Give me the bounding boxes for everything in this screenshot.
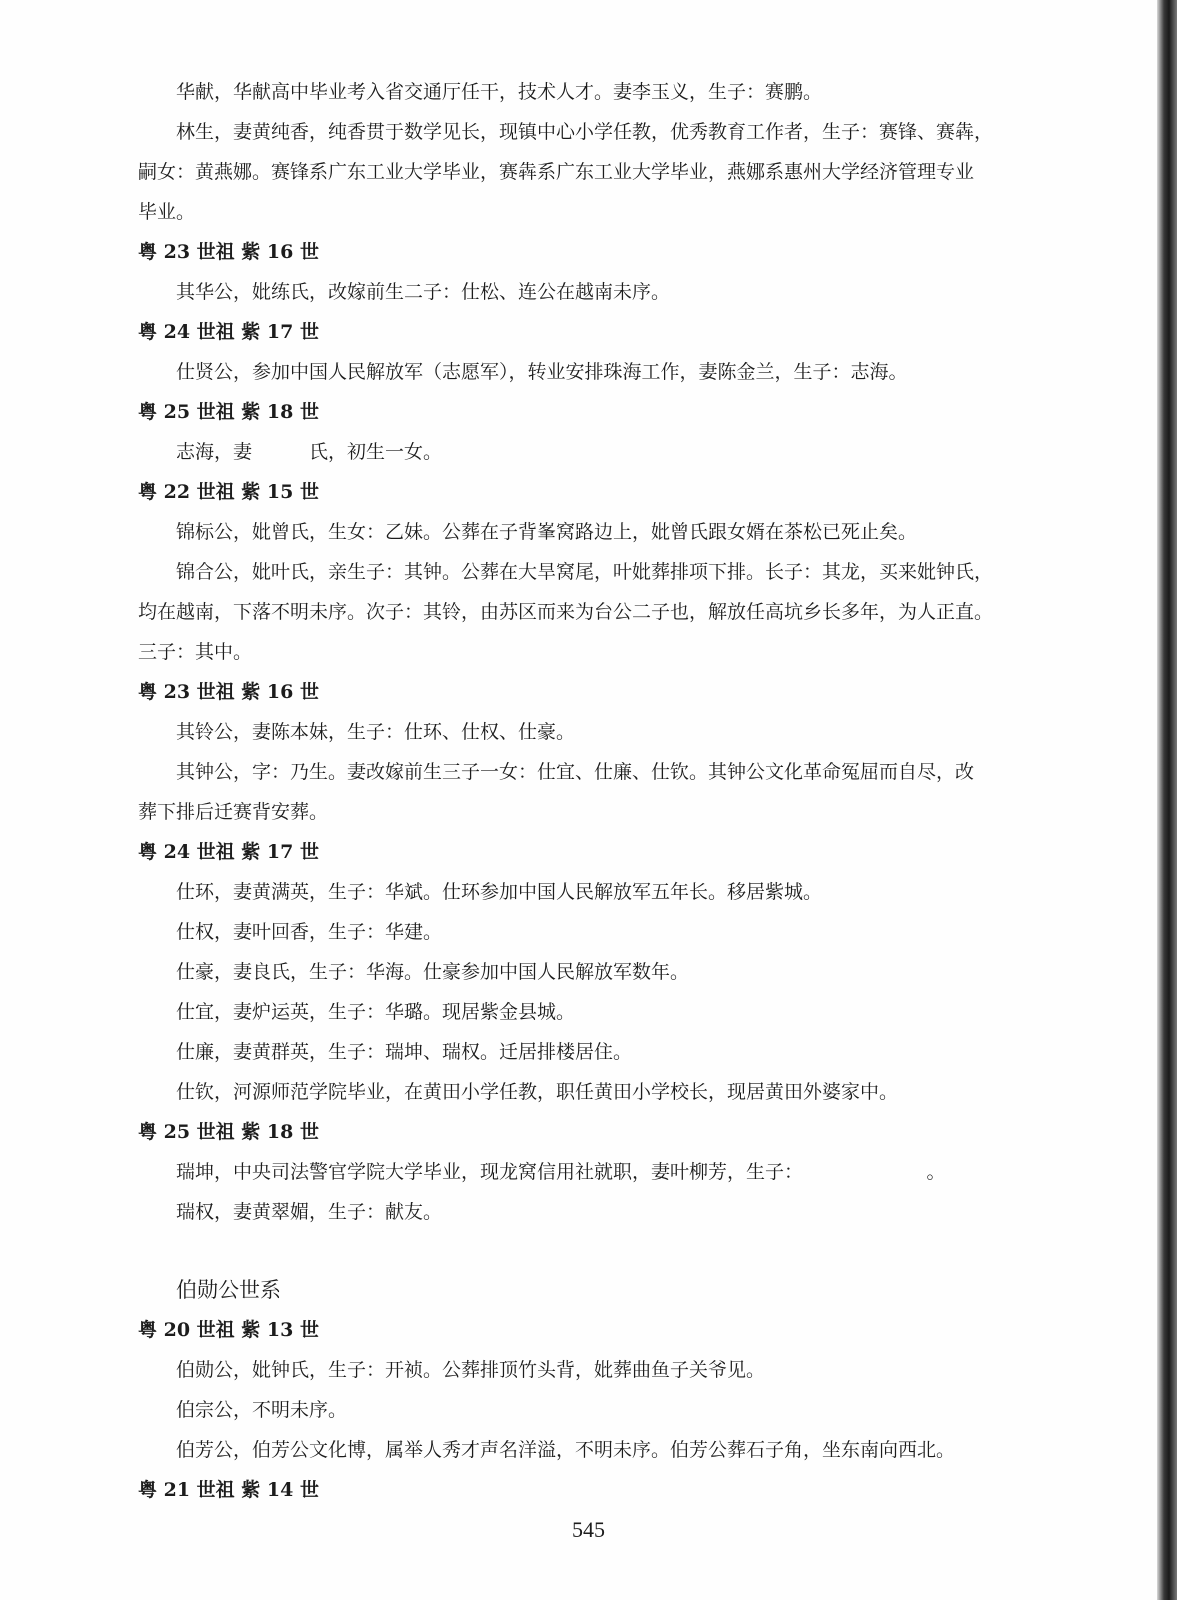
text-line: 仕钦，河源师范学院毕业，在黄田小学任教，职任黄田小学校长，现居黄田外婆家中。 [176, 1081, 899, 1103]
generation-heading: 粤 23 世祖 紫 16 世 [138, 681, 319, 703]
text-line: 瑞坤，中央司法警官学院大学毕业，现龙窝信用社就职，妻叶柳芳，生子： 。 [176, 1161, 946, 1183]
text-line: 仕廉，妻黄群英，生子：瑞坤、瑞权。迁居排楼居住。 [176, 1041, 633, 1063]
text-line: 志海，妻 氏，初生一女。 [176, 441, 443, 463]
text-line: 瑞权，妻黄翠媚，生子：献友。 [176, 1201, 443, 1223]
text-line: 锦合公，妣叶氏，亲生子：其钟。公葬在大旱窝尾，叶妣葬排项下排。长子：其龙，买来妣钟氏， [176, 561, 994, 583]
text-line: 其华公，妣练氏，改嫁前生二子：仕松、连公在越南未序。 [176, 281, 671, 303]
text-body [138, 72, 1078, 1510]
scan-edge [1157, 0, 1177, 1600]
section-title: 伯勋公世系 [176, 1278, 281, 1302]
generation-heading: 粤 22 世祖 紫 15 世 [138, 481, 319, 503]
text-line: 嗣女：黄燕娜。赛锋系广东工业大学毕业，赛犇系广东工业大学毕业，燕娜系惠州大学经济管理专业 [138, 161, 975, 183]
generation-heading: 粤 25 世祖 紫 18 世 [138, 401, 319, 423]
text-line: 林生，妻黄纯香，纯香贯于数学见长，现镇中心小学任教，优秀教育工作者，生子：赛锋、赛犇， [176, 121, 994, 143]
text-line: 毕业。 [138, 201, 196, 223]
text-line: 伯宗公，不明未序。 [176, 1399, 348, 1421]
text-line: 均在越南，下落不明未序。次子：其铃，由苏区而来为台公二子也，解放任高坑乡长多年，为人正直。 [138, 601, 994, 623]
text-line: 葬下排后迁赛背安葬。 [138, 801, 329, 823]
page-number: 545 [572, 1517, 605, 1542]
text-line: 仕宜，妻炉运英，生子：华璐。现居紫金县城。 [176, 1001, 576, 1023]
generation-heading: 粤 20 世祖 紫 13 世 [138, 1319, 319, 1341]
text-line: 仕豪，妻良氏，生子：华海。仕豪参加中国人民解放军数年。 [176, 961, 690, 983]
text-line: 华献，华献高中毕业考入省交通厅任干，技术人才。妻李玉义，生子：赛鹏。 [176, 81, 823, 103]
generation-heading: 粤 24 世祖 紫 17 世 [138, 841, 319, 863]
generation-heading: 粤 23 世祖 紫 16 世 [138, 241, 319, 263]
text-line: 仕贤公，参加中国人民解放军（志愿军），转业安排珠海工作，妻陈金兰，生子：志海。 [176, 361, 908, 383]
generation-heading: 粤 21 世祖 紫 14 世 [138, 1479, 319, 1501]
text-line: 锦标公，妣曾氏，生女：乙妹。公葬在子背峯窝路边上，妣曾氏跟女婿在茶松已死止矣。 [176, 521, 918, 543]
text-line: 仕环，妻黄满英，生子：华斌。仕环参加中国人民解放军五年长。移居紫城。 [176, 881, 823, 903]
text-line: 仕权，妻叶回香，生子：华建。 [176, 921, 443, 943]
text-line: 三子：其中。 [138, 641, 253, 663]
text-line: 其铃公，妻陈本妹，生子：仕环、仕权、仕豪。 [176, 721, 576, 743]
text-line: 伯芳公，伯芳公文化博，属举人秀才声名洋溢，不明未序。伯芳公葬石子角，坐东南向西北。 [176, 1439, 956, 1461]
generation-heading: 粤 24 世祖 紫 17 世 [138, 321, 319, 343]
text-line: 伯勋公，妣钟氏，生子：开祯。公葬排顶竹头背，妣葬曲鱼子关爷见。 [176, 1359, 766, 1381]
text-line: 其钟公，字：乃生。妻改嫁前生三子一女：仕宜、仕廉、仕钦。其钟公文化革命冤屈而自尽，改 [176, 761, 975, 783]
generation-heading: 粤 25 世祖 紫 18 世 [138, 1121, 319, 1143]
